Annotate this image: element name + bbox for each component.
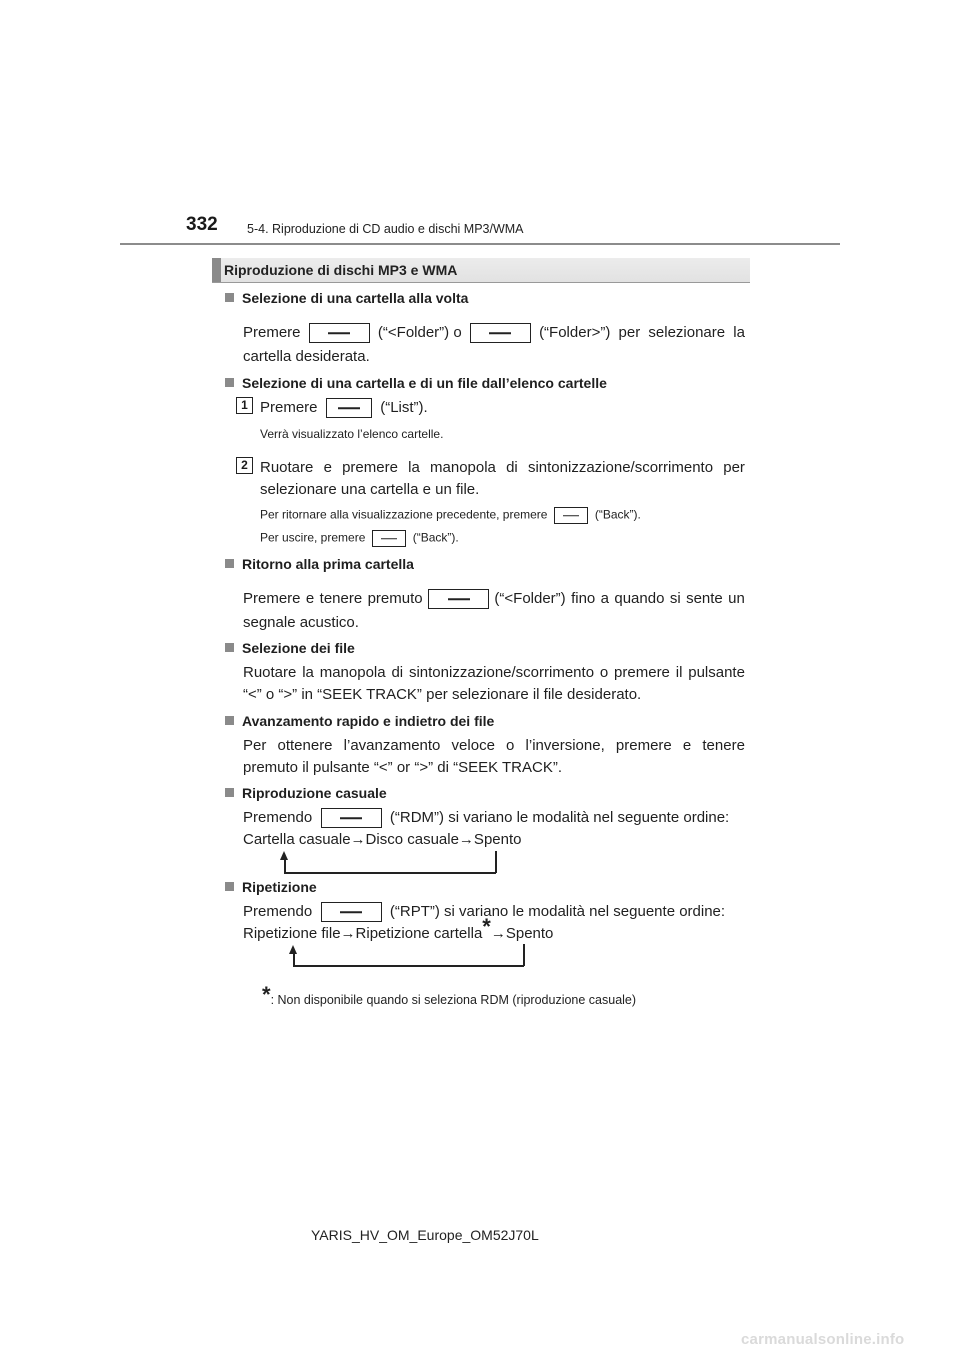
button-icon-back (554, 507, 588, 524)
square-bullet-icon (225, 378, 234, 387)
random-line-1: Premendo (“RDM”) si variano le modalità nel seguente ordine: (243, 807, 745, 829)
step-1-line: Premere (“List”). (260, 397, 745, 419)
section-bar-title: Riproduzione di dischi MP3 e WMA (224, 262, 458, 278)
heading-fast: Avanzamento rapido e indietro dei file (225, 713, 494, 729)
footnote: *: Non disponibile quando si seleziona RDM (riproduzione casuale) (262, 982, 637, 1007)
button-icon-rdm (321, 808, 382, 828)
square-bullet-icon (225, 788, 234, 797)
file-select-line-1: Ruotare la manopola di sintonizzazione/scorrimento o premere il pulsante (243, 664, 745, 681)
fast-line-1: Per ottenere l’avanzamento veloce o l’inversione, premere e tenere (243, 737, 745, 754)
button-icon-folder-prev (428, 589, 489, 609)
repeat-line-1: Premendo (“RPT”) si variano le modalità nel seguente ordine: (243, 901, 745, 923)
step-badge-1: 1 (236, 397, 253, 414)
button-icon-folder-prev (309, 323, 370, 343)
square-bullet-icon (225, 716, 234, 725)
first-folder-line-1: Premere e tenere premuto (“<Folder”) fino a quando si sente un (243, 590, 745, 607)
step-2-line-1: Ruotare e premere la manopola di sintonizzazione/scorrimento per (260, 459, 745, 476)
watermark: carmanualsonline.info (741, 1331, 905, 1348)
step-2-note-back: Per ritornare alla visualizzazione precedente, premere (“Back”). (260, 507, 641, 524)
folder-select-line-2: cartella desiderata. (243, 348, 370, 365)
square-bullet-icon (225, 643, 234, 652)
loop-line-bottom (284, 872, 496, 874)
loop-line-bottom (293, 965, 524, 967)
square-bullet-icon (225, 559, 234, 568)
step-badge-2: 2 (236, 457, 253, 474)
loop-line-right (523, 944, 525, 966)
heading-file-select: Selezione dei file (225, 640, 355, 656)
random-sequence: Cartella casuale→Disco casuale→Spento (243, 831, 522, 848)
heading-repeat: Ripetizione (225, 879, 317, 895)
heading-folder-list: Selezione di una cartella e di un file dall’elenco cartelle (225, 375, 607, 391)
step-1-note: Verrà visualizzato l’elenco cartelle. (260, 427, 444, 441)
square-bullet-icon (225, 293, 234, 302)
repeat-sequence: Ripetizione file→Ripetizione cartella*→Spento (243, 914, 554, 942)
button-icon-rpt (321, 902, 382, 922)
heading-first-folder: Ritorno alla prima cartella (225, 556, 414, 572)
step-2-note-exit: Per uscire, premere (“Back”). (260, 530, 459, 547)
header-rule (120, 243, 840, 245)
first-folder-line-2: segnale acustico. (243, 614, 359, 631)
section-title: 5-4. Riproduzione di CD audio e dischi MP3/WMA (247, 222, 524, 236)
heading-folder-select: Selezione di una cartella alla volta (225, 290, 468, 306)
button-icon-list (326, 398, 372, 418)
heading-random: Riproduzione casuale (225, 785, 387, 801)
file-select-line-2: “<” o “>” in “SEEK TRACK” per selezionare il file desiderato. (243, 686, 642, 703)
fast-line-2: premuto il pulsante “<” or “>” di “SEEK TRACK”. (243, 759, 562, 776)
square-bullet-icon (225, 882, 234, 891)
document-code: YARIS_HV_OM_Europe_OM52J70L (311, 1227, 539, 1243)
loop-line-right (495, 851, 497, 873)
step-2-line-2: selezionare una cartella e un file. (260, 481, 480, 498)
button-icon-folder-next (470, 323, 531, 343)
button-icon-back (372, 530, 406, 547)
loop-line-left (284, 859, 286, 873)
page-number: 332 (186, 214, 218, 235)
folder-select-line-1: Premere (“<Folder”) o (“Folder>”) per selezionare la (243, 324, 745, 341)
section-bar-underline (212, 282, 750, 283)
